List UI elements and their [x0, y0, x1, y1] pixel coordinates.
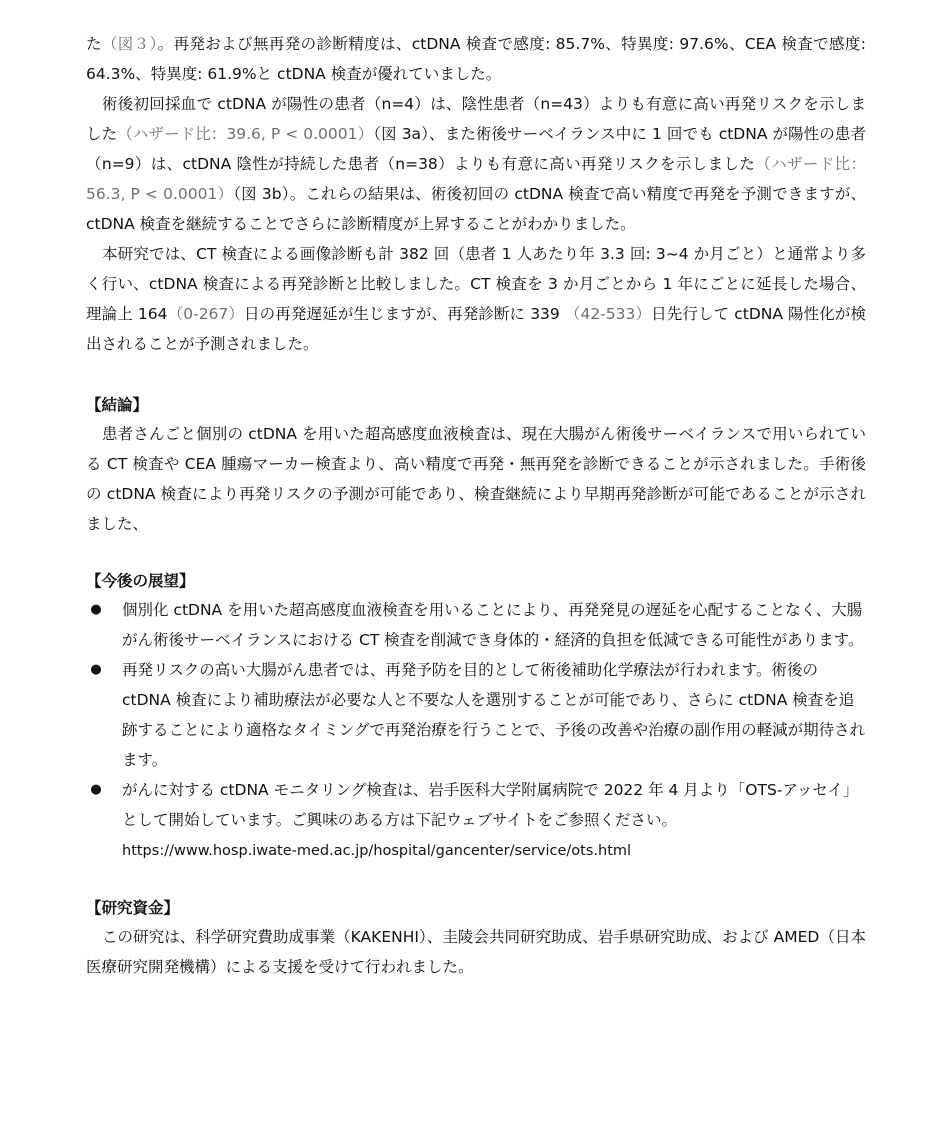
list-item-text: 再発リスクの高い大腸がん患者では、再発予防を目的として術後補助化学療法が行われます。術後の ctDNA 検査により補助療法が必要な人と不要な人を選別することが可能であり、さらに ctDNA 検査を追跡することにより適格なタイミングで再発治療を行うことで、予後の改善や治療の副作用の軽減が期待されます。: [122, 661, 866, 769]
bullet-icon: ●: [90, 602, 102, 617]
figure-reference: （図３）: [101, 35, 158, 53]
list-item: [86, 655, 866, 775]
text-fragment: 術後初回採血で ctDNA が陽性の患者（n=4）は、陰性患者（n=43）よりも有意に高い再発リスクを示しました: [86, 95, 866, 143]
text-fragment: た: [86, 35, 102, 53]
outlook-list: [86, 595, 866, 866]
bullet-icon: ●: [90, 782, 102, 797]
list-item-text: がんに対する ctDNA モニタリング検査は、岩手医科大学附属病院で 2022 年 4 月より「OTS-アッセイ」として開始しています。ご興味のある方は下記ウェブサイトをご参照ください。: [122, 781, 859, 829]
hazard-ratio-1: （ハザード比：39.6, P < 0.0001）: [117, 125, 374, 143]
outlook-heading: 【今後の展望】: [86, 572, 195, 590]
text-fragment: （図 3b）。これらの結果は、術後初回の ctDNA 検査で高い精度で再発を予測できますが、ctDNA 検査を継続することでさらに診断精度が上昇することがわかりました。: [86, 185, 866, 233]
results-paragraph-1: [86, 29, 866, 89]
conclusion-text: 患者さんごと個別の ctDNA を用いた超高感度血液検査は、現在大腸がん術後サーベイランスで用いられている CT 検査や CEA 腫瘍マーカー検査より、高い精度で再発・無再発を診断できることが示されました。手術後の ctDNA 検査により再発リスクの予測が可能であり、検査継続により早期再発診断が可能であることが示されました、: [86, 425, 866, 533]
text-fragment: 本研究では、CT 検査による画像診断も計 382 回（患者 1 人あたり年 3.3 回: 3~4 か月ごと）と通常より多く行い、ctDNA 検査による再発診断と比較しました。CT 検査を 3 か月ごとから 1 年にごとに延長した場合、理論上 164: [86, 245, 866, 323]
document-page: [86, 29, 866, 982]
bullet-icon: ●: [90, 662, 102, 677]
text-fragment: （図 3a）、また術後サーベイランス中に 1 回でも ctDNA が陽性の患者（n=9）は、ctDNA 陰性が持続した患者（n=38）よりも有意に高い再発リスクを示しました: [86, 125, 866, 173]
hazard-ratio-2: （ハザード比：56.3, P < 0.0001）: [86, 155, 866, 203]
ots-website-link[interactable]: https://www.hosp.iwate-med.ac.jp/hospital/gancenter/service/ots.html: [122, 843, 632, 859]
conclusion-heading: 【結論】: [86, 396, 149, 414]
list-item-text: 個別化 ctDNA を用いた超高感度血液検査を用いることにより、再発発見の遅延を心配することなく、大腸がん術後サーベイランスにおける CT 検査を削減でき身体的・経済的負担を低減できる可能性があります。: [122, 601, 864, 649]
list-item: [86, 595, 866, 655]
funding-text: この研究は、科学研究費助成事業（KAKENHI）、圭陵会共同研究助成、岩手県研究助成、および AMED（日本医療研究開発機構）による支援を受けて行われました。: [86, 928, 866, 976]
funding-heading: 【研究資金】: [86, 899, 180, 917]
range-2: （42-533）: [564, 305, 652, 323]
text-fragment: 日先行して ctDNA 陽性化が検出されることが予測されました。: [86, 305, 867, 353]
results-paragraph-2: [86, 89, 866, 239]
text-fragment: 。再発および無再発の診断精度は、ctDNA 検査で感度: 85.7%、特異度: 97.6%、CEA 検査で感度: 64.3%、特異度: 61.9%と ctDNA 検査が優れていました。: [86, 35, 866, 83]
range-1: （0-267）: [167, 305, 245, 323]
list-item: [86, 775, 866, 866]
results-paragraph-3: [86, 239, 866, 359]
text-fragment: 日の再発遅延が生じますが、再発診断に 339: [244, 305, 560, 323]
